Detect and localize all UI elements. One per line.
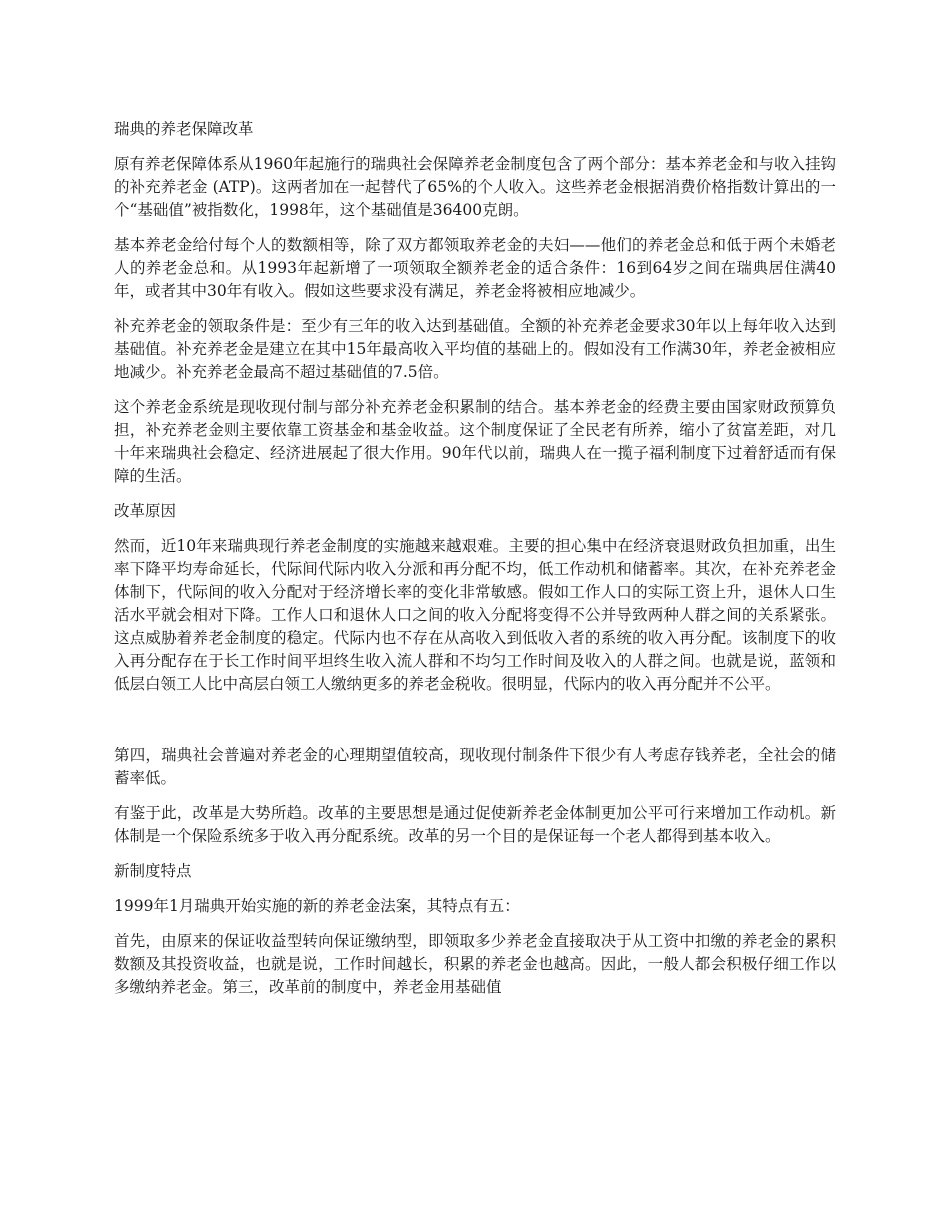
paragraph-supplementary-pension: 补充养老金的领取条件是：至少有三年的收入达到基础值。全额的补充养老金要求30年以上每年收入达到基础值。补充养老金是建立在其中15年最高收入平均值的基础上的。假如没有工作满30年，养老金被相应地减少。补充养老金最高不超过基础值的7.5倍。 <box>114 317 836 381</box>
spacer <box>114 708 836 744</box>
section-heading-reform-reasons: 改革原因 <box>114 502 177 520</box>
section-heading-new-system: 新制度特点 <box>114 862 192 880</box>
paragraph-new-law: 1999年1月瑞典开始实施的新的养老金法案，其特点有五： <box>114 897 520 915</box>
paragraph-original-system: 原有养老保障体系从1960年起施行的瑞典社会保障养老金制度包含了两个部分：基本养老金和与收入挂钩的补充养老金 (ATP)。这两者加在一起替代了65%的个人收入。这些养老金根据消费价格指数计算出的一个“基础值”被指数化，1998年，这个基础值是36400克朗。 <box>114 155 836 219</box>
paragraph-reform-difficulties: 然而，近10年来瑞典现行养老金制度的实施越来越艰难。主要的担心集中在经济衰退财政负担加重，出生率下降平均寿命延长，代际间代际内收入分派和再分配不均，低工作动机和储蓄率。其次，在补充养老金体制下，代际间的收入分配对于经济增长率的变化非常敏感。假如工作人口的实际工资上升，退休人口生活水平就会相对下降。工作人口和退休人口之间的收入分配将变得不公并导致两种人群之间的关系紧张。这点威胁着养老金制度的稳定。代际内也不存在从高收入到低收入者的系统的收入再分配。该制度下的收入再分配存在于长工作时间平坦终生收入流人群和不均匀工作时间及收入的人群之间。也就是说，蓝领和低层白领工人比中高层白领工人缴纳更多的养老金税收。很明显，代际内的收入再分配并不公平。 <box>114 537 836 693</box>
paragraph-basic-pension: 基本养老金给付每个人的数额相等，除了双方都领取养老金的夫妇——他们的养老金总和低于两个未婚老人的养老金总和。从1993年起新增了一项领取全额养老金的适合条件：16到64岁之间在瑞典居住满40年，或者其中30年有收入。假如这些要求没有满足，养老金将被相应地减少。 <box>114 236 836 300</box>
document-page <box>114 118 836 1011</box>
paragraph-first-feature: 首先，由原来的保证收益型转向保证缴纳型，即领取多少养老金直接取决于从工资中扣缴的养老金的累积数额及其投资收益，也就是说，工作时间越长，积累的养老金也越高。因此，一般人都会积极仔细工作以多缴纳养老金。第三，改革前的制度中，养老金用基础值 <box>114 932 836 996</box>
paragraph-system-combination: 这个养老金系统是现收现付制与部分补充养老金积累制的结合。基本养老金的经费主要由国家财政预算负担，补充养老金则主要依靠工资基金和基金收益。这个制度保证了全民老有所养，缩小了贫富差距，对几十年来瑞典社会稳定、经济进展起了很大作用。90年代以前，瑞典人在一揽子福利制度下过着舒适而有保障的生活。 <box>114 398 836 485</box>
document-title: 瑞典的养老保障改革 <box>114 120 254 138</box>
paragraph-fourth-point: 第四，瑞典社会普遍对养老金的心理期望值较高，现收现付制条件下很少有人考虑存钱养老，全社会的储蓄率低。 <box>114 746 836 787</box>
paragraph-reform-trend: 有鉴于此，改革是大势所趋。改革的主要思想是通过促使新养老金体制更加公平可行来增加工作动机。新体制是一个保险系统多于收入再分配系统。改革的另一个目的是保证每一个老人都得到基本收入。 <box>114 804 836 845</box>
